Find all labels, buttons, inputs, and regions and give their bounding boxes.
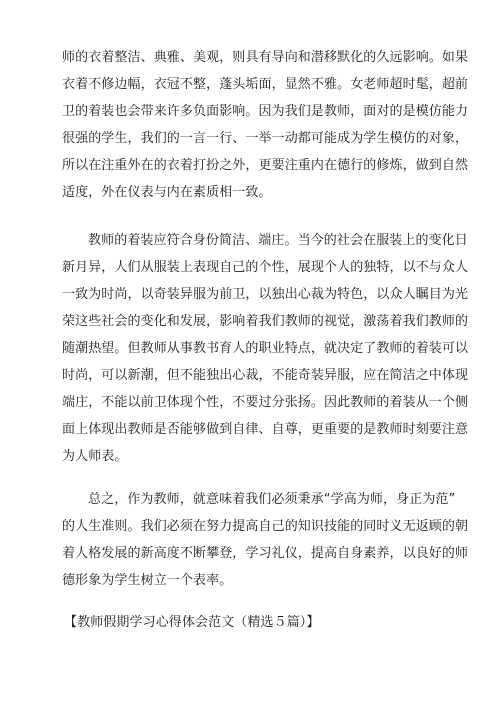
paragraph-1-line-1: 师的衣着整洁、典雅、美观，则具有导向和潜移默化的久远影响。如果 <box>62 50 469 65</box>
paragraph-2-line-3: 一致为时尚，以奇装异服为前卫，以独出心裁为特色，以众人瞩目为光 <box>62 287 469 302</box>
paragraph-2-line-4: 荣这些社会的变化和发展，影响着我们教师的视觉，激荡着我们教师的 <box>62 314 469 329</box>
paragraph-2-line-2: 新月异，人们从服装上表现自己的个性，展现个人的独特，以不与众人 <box>62 260 469 275</box>
paragraph-1-line-2: 衣着不修边幅，衣冠不整，蓬头垢面，显然不雅。女老师超时髦，超前 <box>62 77 469 92</box>
paragraph-2-line-8: 面上体现出教师是否能够做到自律、自尊，更重要的是教师时刻要注意 <box>62 422 469 437</box>
paragraph-1-line-6: 适度，外在仪表与内在素质相一致。 <box>62 185 272 200</box>
paragraph-2-line-7: 端庄，不能以前卫体现个性，不要过分张扬。因此教师的着装从一个侧 <box>62 395 469 410</box>
paragraph-1-line-3: 卫的着装也会带来许多负面影响。因为我们是教师，面对的是模仿能力 <box>62 104 469 119</box>
paragraph-3-line-3: 着人格发展的新高度不断攀登，学习礼仪，提高自身素养，以良好的师 <box>62 546 469 561</box>
paragraph-3-line-1: 总之，作为教师，就意味着我们必须秉承“学高为师，身正为范” <box>88 492 456 507</box>
paragraph-2-line-1: 教师的着装应符合身份简洁、端庄。当今的社会在服装上的变化日 <box>88 233 468 248</box>
section-heading: 【教师假期学习心得体会范文（精选５篇）】 <box>64 615 320 630</box>
paragraph-1-line-5: 所以在注重外在的衣着打扮之外，更要注重内在德行的修炼，做到自然 <box>62 158 469 173</box>
paragraph-2-line-9: 为人师表。 <box>62 449 128 464</box>
paragraph-1-line-4: 很强的学生，我们的一言一行、一举一动都可能成为学生模仿的对象， <box>62 131 469 146</box>
paragraph-3-line-2: 的人生准则。我们必须在努力提高自己的知识技能的同时义无返顾的朝 <box>62 519 469 534</box>
paragraph-2-line-6: 时尚，可以新潮，但不能独出心裁，不能奇装异服，应在简洁之中体现 <box>62 368 469 383</box>
paragraph-3-line-4: 德形象为学生树立一个表率。 <box>62 573 233 588</box>
paragraph-2-line-5: 随潮热望。但教师从事教书育人的职业特点，就决定了教师的着装可以 <box>62 341 469 356</box>
